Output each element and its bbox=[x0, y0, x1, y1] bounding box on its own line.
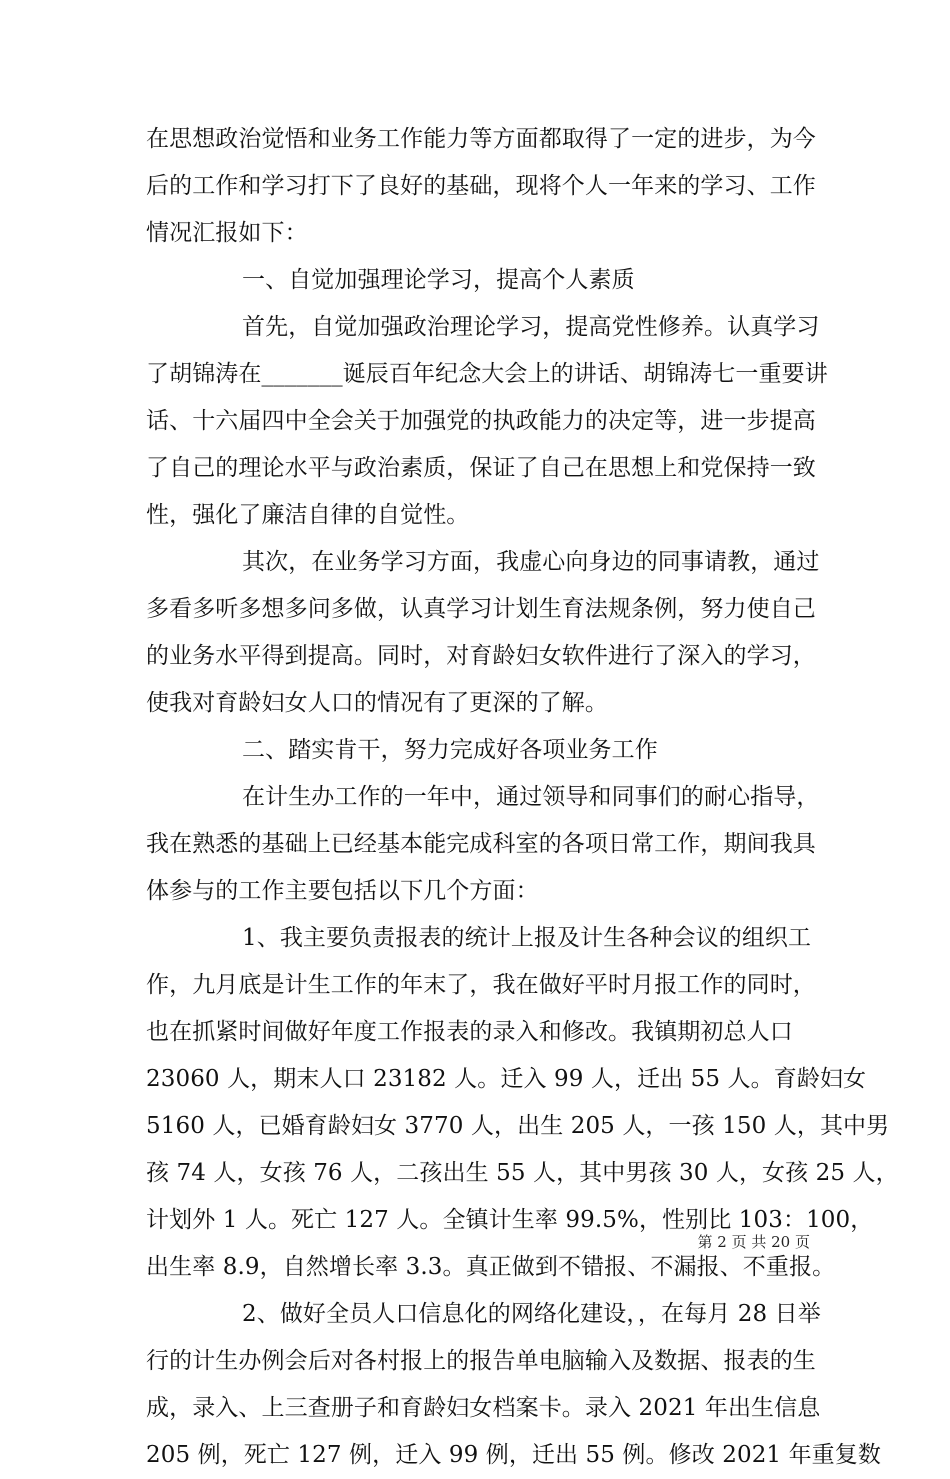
text-line: 我在熟悉的基础上已经基本能完成科室的各项日常工作，期间我具 bbox=[146, 831, 816, 857]
text-line: 使我对育龄妇女人口的情况有了更深的了解。 bbox=[146, 690, 608, 716]
page-number: 第 2 页 共 20 页 bbox=[697, 1233, 810, 1251]
text-line: 成，录入、上三查册子和育龄妇女档案卡。录入 2021 年出生信息 bbox=[146, 1395, 821, 1421]
paragraph-start: 其次，在业务学习方面，我虚心向身边的同事请教，通过 bbox=[242, 549, 820, 575]
text-line: 也在抓紧时间做好年度工作报表的录入和修改。我镇期初总人口 bbox=[146, 1019, 793, 1045]
text-line: 行的计生办例会后对各村报上的报告单电脑输入及数据、报表的生 bbox=[146, 1348, 816, 1374]
text-line: 出生率 8.9，自然增长率 3.3。真正做到不错报、不漏报、不重报。 bbox=[146, 1254, 836, 1280]
paragraph-start: 在计生办工作的一年中，通过领导和同事们的耐心指导， bbox=[242, 784, 820, 810]
text-line: 23060 人，期末人口 23182 人。迁入 99 人，迁出 55 人。育龄妇女 bbox=[146, 1066, 867, 1092]
text-line: 后的工作和学习打下了良好的基础，现将个人一年来的学习、工作 bbox=[146, 173, 816, 199]
text-line: 话、十六届四中全会关于加强党的执政能力的决定等，进一步提高 bbox=[146, 408, 816, 434]
paragraph-start: 首先，自觉加强政治理论学习，提高党性修养。认真学习 bbox=[242, 314, 820, 340]
section-heading: 二、踏实肯干，努力完成好各项业务工作 bbox=[242, 737, 658, 763]
text-line: 多看多听多想多问多做，认真学习计划生育法规条例，努力使自己 bbox=[146, 596, 816, 622]
text-line: 作，九月底是计生工作的年末了，我在做好平时月报工作的同时， bbox=[146, 972, 816, 998]
text-line: 计划外 1 人。死亡 127 人。全镇计生率 99.5%，性别比 103：100， bbox=[146, 1207, 874, 1233]
paragraph-start: 1、我主要负责报表的统计上报及计生各种会议的组织工 bbox=[242, 925, 812, 951]
document-body bbox=[146, 116, 899, 1479]
text-line: 体参与的工作主要包括以下几个方面： bbox=[146, 878, 539, 904]
text-line: 的业务水平得到提高。同时，对育龄妇女软件进行了深入的学习， bbox=[146, 643, 816, 669]
paragraph-start: 2、做好全员人口信息化的网络化建设，，在每月 28 日举 bbox=[242, 1301, 821, 1327]
text-line: 了自己的理论水平与政治素质，保证了自己在思想上和党保持一致 bbox=[146, 455, 816, 481]
text-line: 孩 74 人，女孩 76 人，二孩出生 55 人，其中男孩 30 人，女孩 25 人， bbox=[146, 1160, 899, 1186]
text-line: 205 例，死亡 127 例，迁入 99 例，迁出 55 例。修改 2021 年重复数 bbox=[146, 1442, 881, 1468]
section-heading: 一、自觉加强理论学习，提高个人素质 bbox=[242, 267, 635, 293]
text-line: 情况汇报如下： bbox=[146, 220, 308, 246]
text-line: 在思想政治觉悟和业务工作能力等方面都取得了一定的进步，为今 bbox=[146, 126, 816, 152]
text-line: 5160 人，已婚育龄妇女 3770 人，出生 205 人，一孩 150 人，其中男 bbox=[146, 1113, 890, 1139]
text-line: 性，强化了廉洁自律的自觉性。 bbox=[146, 502, 470, 528]
text-line: 了胡锦涛在_______诞辰百年纪念大会上的讲话、胡锦涛七一重要讲 bbox=[146, 361, 828, 387]
